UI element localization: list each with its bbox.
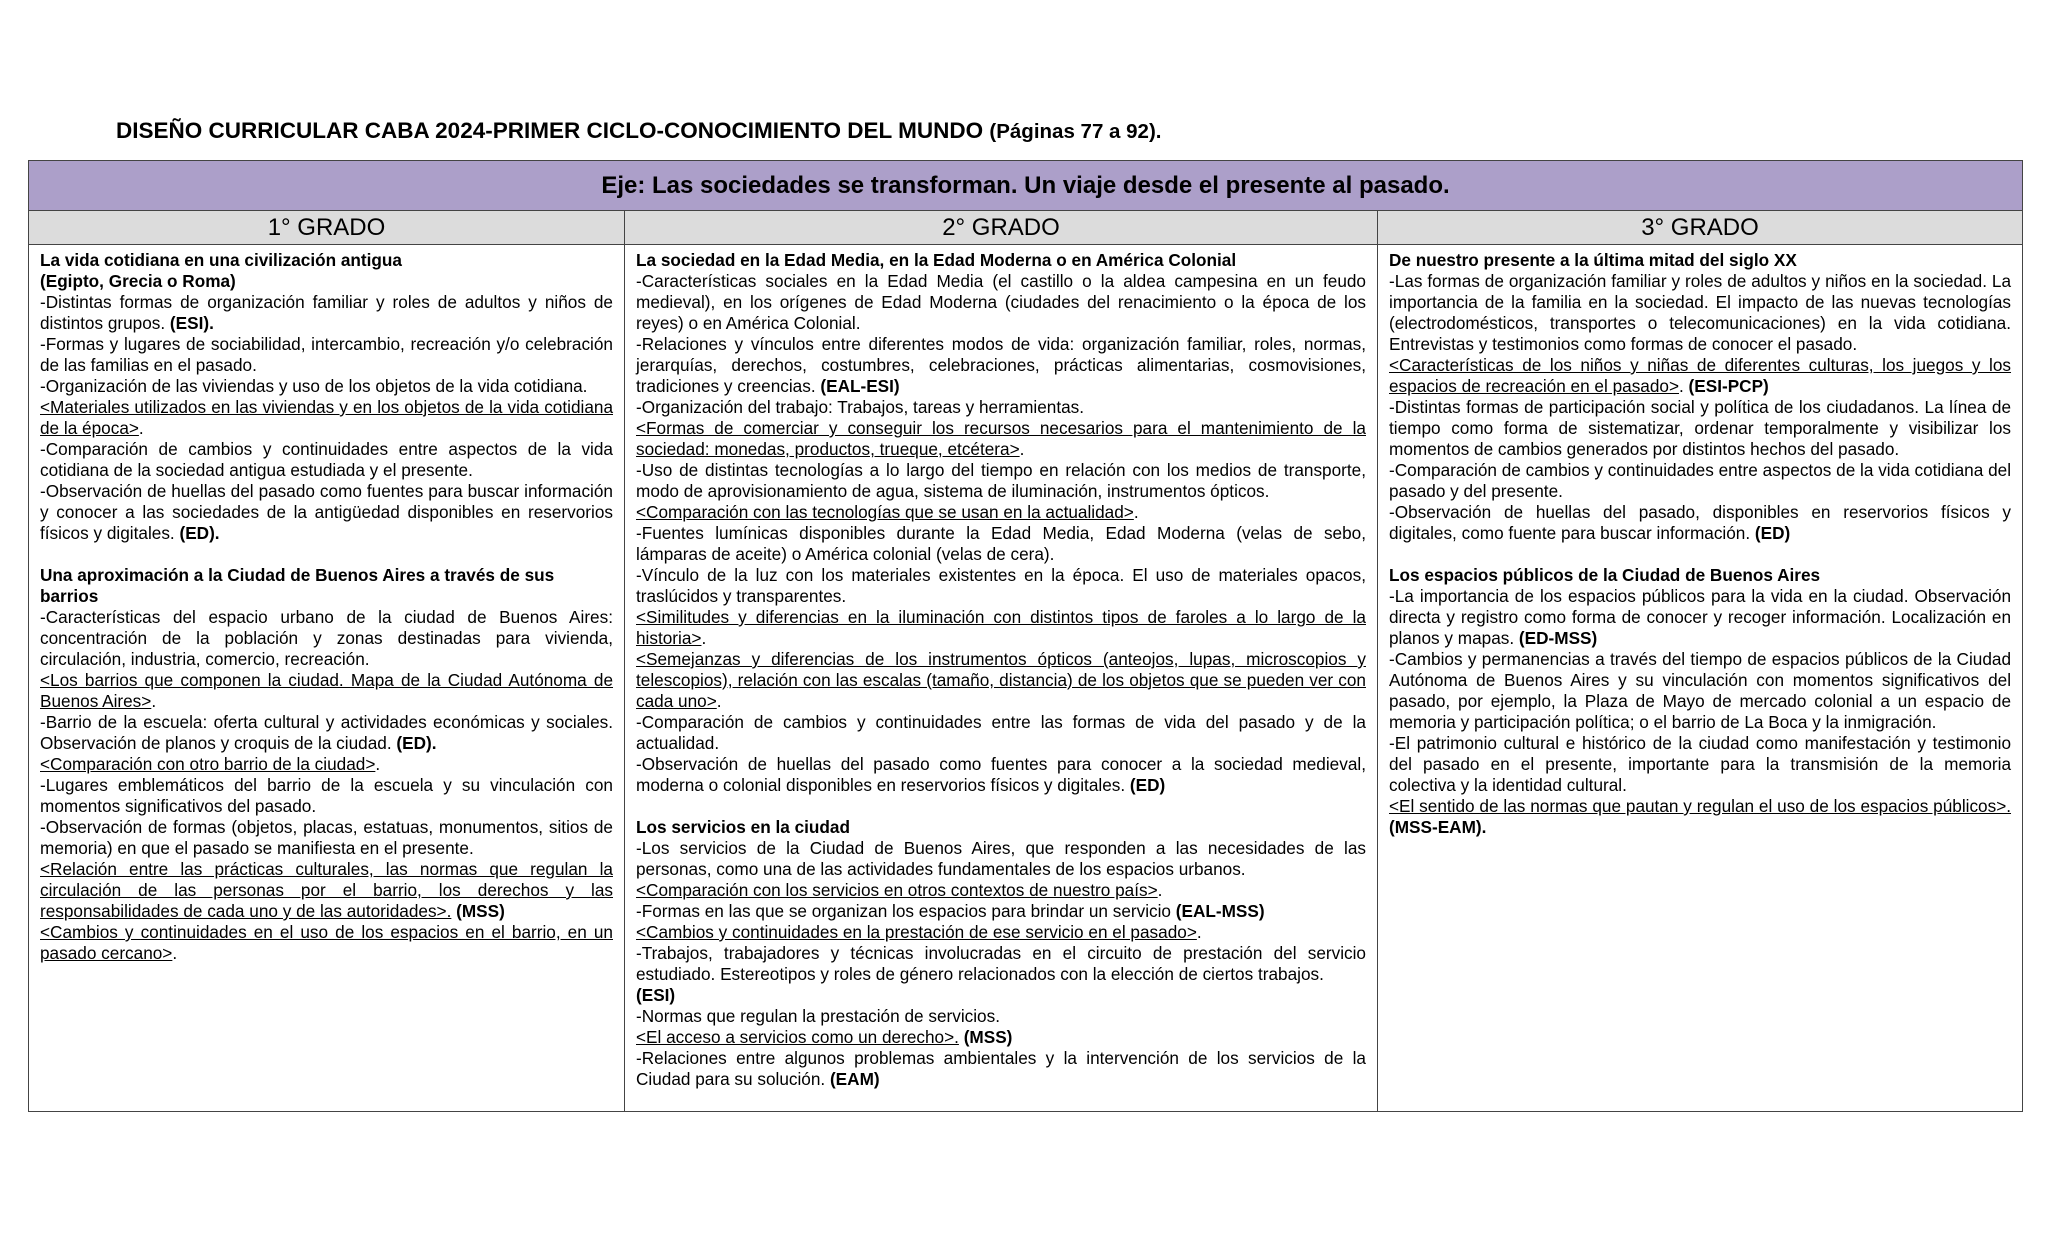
underlined-note: <Los barrios que componen la ciudad. Mapa de la Ciudad Autónoma de Buenos Aires> (40, 670, 613, 711)
item-text: -Distintas formas de participación social y política de los ciudadanos. La línea de tiempo como forma de sistematizar, ordenar temporalmente y visibilizar los momentos de cambios generados por distintos hechos del pasado. (1389, 397, 2012, 459)
content-item (636, 502, 1366, 523)
content-item (636, 607, 1366, 649)
item-punctuation: . (1019, 439, 1025, 459)
item-text: -Normas que regulan la prestación de servicios. (636, 1006, 1000, 1026)
content-item (1389, 460, 2011, 502)
item-text: -Observación de huellas del pasado como fuentes para buscar información y conocer a las sociedades de la antigüedad disponibles en reservorios físicos y digitales. (40, 481, 613, 543)
item-punctuation: . (1196, 922, 1202, 942)
axis-tag: (ED). (174, 523, 220, 543)
item-text: -Distintas formas de organización familiar y roles de adultos y niños de distintos grupos. (40, 292, 613, 333)
item-text: -Fuentes lumínicas disponibles durante la Edad Media, Edad Moderna (velas de sebo, lámparas de aceite) o América colonial (velas de cera). (636, 523, 1366, 564)
item-text: -Relaciones y vínculos entre diferentes modos de vida: organización familiar, roles, normas, jerarquías, derechos, costumbres, celebraciones, prácticas alimentarias, cosmovisiones, tradiciones y creencias. (636, 334, 1366, 396)
axis-tag: (MSS) (451, 901, 505, 921)
item-text: -Lugares emblemáticos del barrio de la escuela y su vinculación con momentos significativos del pasado. (40, 775, 613, 816)
curriculum-table (28, 160, 2023, 1112)
item-punctuation: . (138, 418, 144, 438)
content-item (1389, 586, 2011, 649)
item-text: -Las formas de organización familiar y roles de adultos y niños en la sociedad. La importancia de la familia en la sociedad. El impacto de las nuevas tecnologías (electrodomésticos, transportes o telecomunicaciones) en la vida cotidiana. Entrevistas y testimonios como formas de conocer el pasado. (1389, 271, 2012, 354)
item-text: -Características del espacio urbano de la ciudad de Buenos Aires: concentración de la población y zonas destinadas para vivienda, circulación, industria, comercio, recreación. (40, 607, 613, 669)
content-item (636, 1006, 1366, 1027)
content-item (40, 859, 613, 922)
item-text: -Formas en las que se organizan los espacios para brindar un servicio (636, 901, 1171, 921)
item-text: -Observación de huellas del pasado como fuentes para conocer a la sociedad medieval, moderna o colonial disponibles en reservorios físicos y digitales. (636, 754, 1366, 795)
content-item (40, 376, 613, 397)
content-item (40, 439, 613, 481)
underlined-note: <Cambios y continuidades en la prestación de ese servicio en el pasado> (636, 922, 1197, 942)
content-item (636, 565, 1366, 607)
content-item (636, 523, 1366, 565)
content-item (636, 838, 1366, 880)
axis-tag: (EAL-ESI) (815, 376, 900, 396)
content-item (1389, 796, 2011, 838)
content-item (636, 754, 1366, 796)
axis-tag: (ED) (1125, 775, 1166, 795)
grade-header-2: 2° GRADO (625, 211, 1378, 245)
content-item (636, 334, 1366, 397)
content-item (636, 880, 1366, 901)
section-spacer (636, 796, 1366, 817)
item-text: -La importancia de los espacios públicos para la vida en la ciudad. Observación directa y registro como forma de conocer y recoger información. Localización en planos y mapas. (1389, 586, 2012, 648)
grade-header-1: 1° GRADO (29, 211, 625, 245)
content-item (636, 922, 1366, 943)
content-item (40, 334, 613, 376)
content-item (40, 754, 613, 775)
axis-tag: (EAM) (825, 1069, 880, 1089)
item-text: -Uso de distintas tecnologías a lo largo del tiempo en relación con los medios de transporte, modo de aprovisionamiento de agua, sistema de iluminación, instrumentos ópticos. (636, 460, 1366, 501)
item-text: -Formas y lugares de sociabilidad, intercambio, recreación y/o celebración de las familias en el pasado. (40, 334, 613, 375)
content-item (40, 775, 613, 817)
content-item (40, 607, 613, 670)
content-item (40, 712, 613, 754)
underlined-note: <Formas de comerciar y conseguir los recursos necesarios para el mantenimiento de la sociedad: monedas, productos, trueque, etcétera> (636, 418, 1366, 459)
content-item (636, 985, 1366, 1006)
underlined-note: <Cambios y continuidades en el uso de los espacios en el barrio, en un pasado cercano> (40, 922, 613, 963)
section-spacer (40, 544, 613, 565)
section-title: De nuestro presente a la última mitad del siglo XX (1389, 250, 1797, 270)
axis-tag: (ESI). (165, 313, 214, 333)
content-item (1389, 271, 2011, 355)
content-item (636, 712, 1366, 754)
content-item (40, 397, 613, 439)
content-item (40, 922, 613, 964)
grade-header-3: 3° GRADO (1378, 211, 2023, 245)
item-punctuation: . (1679, 376, 1684, 396)
content-item (636, 460, 1366, 502)
content-item (636, 1048, 1366, 1090)
content-item (636, 271, 1366, 334)
item-punctuation: . (701, 628, 707, 648)
content-item (636, 649, 1366, 712)
item-punctuation: . (1133, 502, 1139, 522)
underlined-note: <Comparación con las tecnologías que se usan en la actualidad> (636, 502, 1134, 522)
item-punctuation: . (172, 943, 178, 963)
item-text: -Los servicios de la Ciudad de Buenos Aires, que responden a las necesidades de las personas, como una de las actividades fundamentales de los espacios urbanos. (636, 838, 1366, 879)
axis-header: Eje: Las sociedades se transforman. Un viaje desde el presente al pasado. (29, 161, 2023, 211)
content-item (636, 397, 1366, 418)
content-item (636, 943, 1366, 985)
item-punctuation: . (716, 691, 722, 711)
section-title: La sociedad en la Edad Media, en la Edad Moderna o en América Colonial (636, 250, 1237, 270)
section-title: Los espacios públicos de la Ciudad de Buenos Aires (1389, 565, 1821, 585)
axis-tag: (ED). (391, 733, 437, 753)
section-title: Una aproximación a la Ciudad de Buenos Aires a través de sus barrios (40, 565, 555, 606)
item-text: -Comparación de cambios y continuidades entre aspectos de la vida cotidiana del pasado y del presente. (1389, 460, 2012, 501)
section-title: (Egipto, Grecia o Roma) (40, 271, 236, 291)
item-punctuation: . (375, 754, 381, 774)
underlined-note: <Semejanzas y diferencias de los instrumentos ópticos (anteojos, lupas, microscopios y telescopios), relación con las escalas (tamaño, distancia) de los objetos que se pueden ver con cada uno> (636, 649, 1366, 711)
underlined-note: <Características de los niños y niñas de diferentes culturas, los juegos y los espacios de recreación en el pasado> (1389, 355, 2012, 396)
item-punctuation: . (1157, 880, 1163, 900)
content-item (40, 481, 613, 544)
item-text: -Observación de formas (objetos, placas, estatuas, monumentos, sitios de memoria) en que el pasado se manifiesta en el presente. (40, 817, 613, 858)
underlined-note: <Relación entre las prácticas culturales, las normas que regulan la circulación de las personas por el barrio, los derechos y las responsabilidades de cada uno y de las autoridades>. (40, 859, 613, 921)
grade-3-content (1378, 245, 2023, 1112)
underlined-note: <El acceso a servicios como un derecho>. (636, 1027, 959, 1047)
section-title: Los servicios en la ciudad (636, 817, 850, 837)
content-item (636, 1027, 1366, 1048)
grade-2-content (625, 245, 1378, 1112)
grade-1-content (29, 245, 625, 1112)
axis-tag: (EAL-MSS) (1171, 901, 1265, 921)
item-text: -Comparación de cambios y continuidades entre aspectos de la vida cotidiana de la sociedad antigua estudiada y el presente. (40, 439, 613, 480)
item-text: -Organización del trabajo: Trabajos, tareas y herramientas. (636, 397, 1085, 417)
item-text: -Relaciones entre algunos problemas ambientales y la intervención de los servicios de la Ciudad para su solución. (636, 1048, 1366, 1089)
document-title (116, 118, 1161, 144)
axis-tag: (ED) (1750, 523, 1791, 543)
content-item (1389, 502, 2011, 544)
axis-tag: (ESI-PCP) (1683, 376, 1769, 396)
axis-tag: (MSS-EAM). (1389, 817, 1487, 837)
axis-tag: (MSS) (958, 1027, 1013, 1047)
item-punctuation: . (151, 691, 157, 711)
item-text: -Cambios y permanencias a través del tiempo de espacios públicos de la Ciudad Autónoma de Buenos Aires y su vinculación con momentos significativos del pasado, por ejemplo, la Plaza de Mayo de mercado colonial a un espacio de memoria y participación política; o el barrio de La Boca y la inmigración. (1389, 649, 2012, 732)
content-item (40, 817, 613, 859)
item-text: -Trabajos, trabajadores y técnicas involucradas en el circuito de prestación del servicio estudiado. Estereotipos y roles de género relacionados con la elección de ciertos trabajos. (636, 943, 1366, 984)
underlined-note: <Comparación con otro barrio de la ciudad> (40, 754, 376, 774)
item-text: -Barrio de la escuela: oferta cultural y actividades económicas y sociales. Observación de planos y croquis de la ciudad. (40, 712, 613, 753)
content-item (1389, 649, 2011, 733)
content-item (1389, 397, 2011, 460)
axis-tag: (ESI) (636, 985, 676, 1005)
underlined-note: <Similitudes y diferencias en la iluminación con distintos tipos de faroles a lo largo de la historia> (636, 607, 1366, 648)
content-item (1389, 355, 2011, 397)
content-item (636, 418, 1366, 460)
content-item (40, 670, 613, 712)
underlined-note: <El sentido de las normas que pautan y regulan el uso de los espacios públicos>. (1389, 796, 2012, 816)
underlined-note: <Materiales utilizados en las viviendas y en los objetos de la vida cotidiana de la época> (40, 397, 613, 438)
item-text: -Organización de las viviendas y uso de los objetos de la vida cotidiana. (40, 376, 588, 396)
content-item (40, 292, 613, 334)
item-text: -Comparación de cambios y continuidades entre las formas de vida del pasado y de la actualidad. (636, 712, 1366, 753)
section-title: La vida cotidiana en una civilización antigua (40, 250, 402, 270)
item-text: -Observación de huellas del pasado, disponibles en reservorios físicos y digitales, como fuente para buscar información. (1389, 502, 2012, 543)
title-pages: (Páginas 77 a 92). (989, 120, 1162, 143)
section-spacer (1389, 544, 2011, 565)
content-item (636, 901, 1366, 922)
item-text: -Vínculo de la luz con los materiales existentes en la época. El uso de materiales opacos, traslúcidos y transparentes. (636, 565, 1366, 606)
title-main: DISEÑO CURRICULAR CABA 2024-PRIMER CICLO-CONOCIMIENTO DEL MUNDO (116, 118, 984, 143)
underlined-note: <Comparación con los servicios en otros contextos de nuestro país> (636, 880, 1158, 900)
content-item (1389, 733, 2011, 796)
axis-tag: (ED-MSS) (1514, 628, 1598, 648)
item-text: -Características sociales en la Edad Media (el castillo o la aldea campesina en un feudo medieval), en los orígenes de Edad Moderna (ciudades del renacimiento o la época de los reyes) o en América Colonial. (636, 271, 1366, 333)
item-text: -El patrimonio cultural e histórico de la ciudad como manifestación y testimonio del pasado en el presente, importante para la transmisión de la memoria colectiva y la identidad cultural. (1389, 733, 2012, 795)
